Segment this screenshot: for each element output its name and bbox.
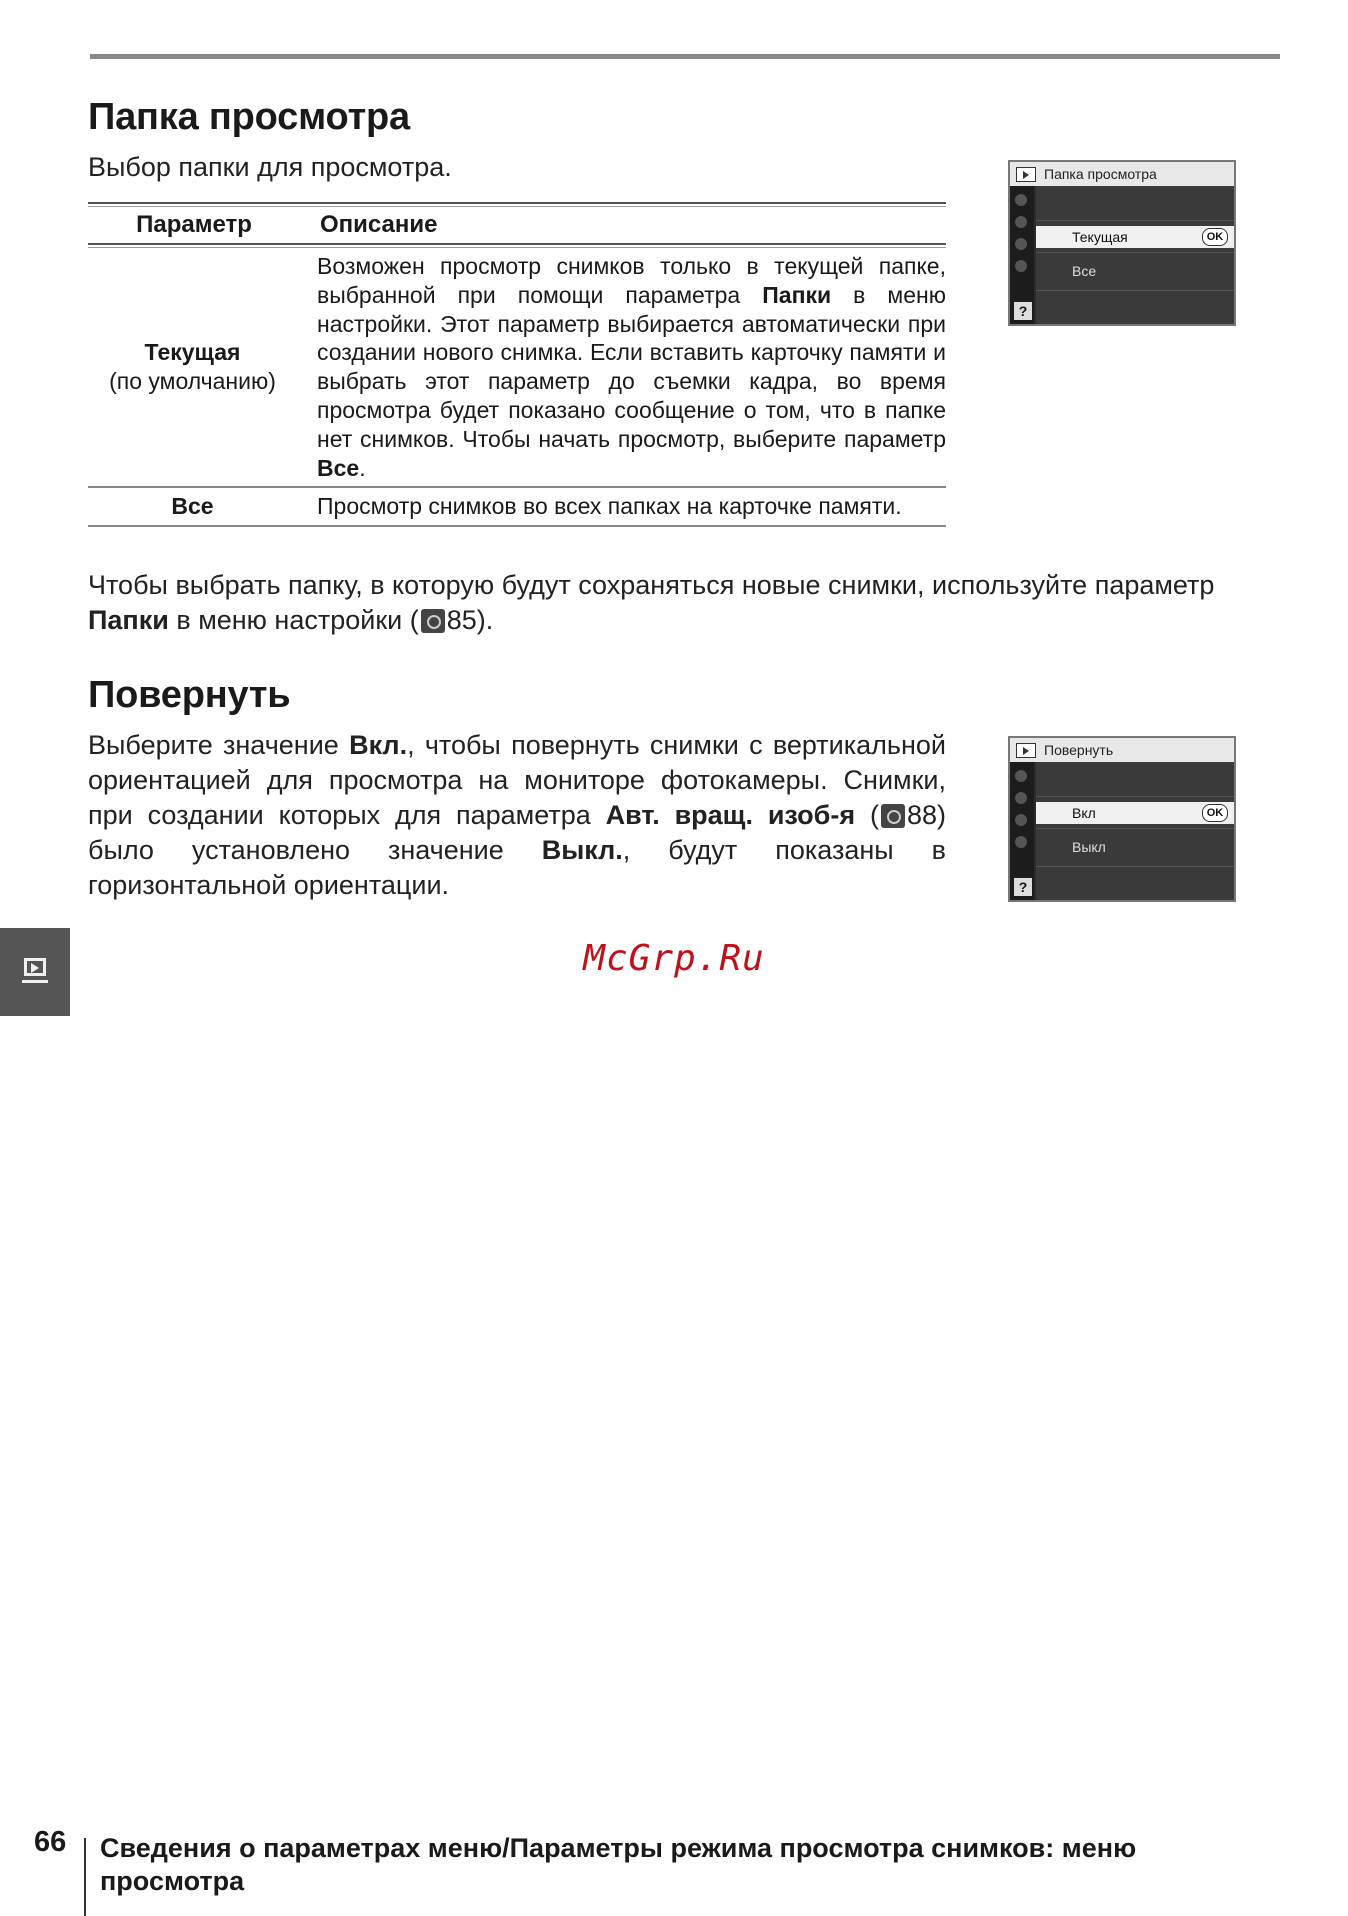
folder-note xyxy=(88,568,1280,638)
section-title-rotate: Повернуть xyxy=(88,674,291,716)
row-description: Просмотр снимков во всех папках на карточке памяти. xyxy=(317,493,902,520)
para-text: ( xyxy=(855,800,879,830)
divider xyxy=(1036,828,1234,829)
menu-option-on[interactable] xyxy=(1036,802,1234,824)
table-header xyxy=(88,207,946,243)
table-row xyxy=(88,248,946,486)
note-text: ). xyxy=(476,605,494,635)
option-label: Текущая xyxy=(1072,229,1128,245)
ok-badge: OK xyxy=(1202,228,1228,246)
menu-panel xyxy=(1036,186,1234,324)
desc-bold: Папки xyxy=(762,281,832,308)
top-rule xyxy=(90,54,1280,59)
desc-text: . xyxy=(359,454,366,481)
footer-divider xyxy=(84,1838,86,1916)
menu-tab-icon xyxy=(1015,194,1027,206)
screen-title: Повернуть xyxy=(1010,738,1234,762)
menu-option-off[interactable] xyxy=(1036,836,1234,858)
param-name: Все xyxy=(171,493,214,520)
menu-tab-icon xyxy=(1015,238,1027,250)
desc-text: в меню настройки. Этот параметр выбирается автоматически при создании нового снимка. Если вставить карточку памяти и выбрать этот параметр до съемки кадра, во время просмотра будет показано сообщение о том, что в папке нет снимков. Чтобы начать просмотр, выберите параметр xyxy=(317,281,946,452)
rotate-description xyxy=(88,728,946,903)
note-text: Чтобы выбрать папку, в которую будут сохраняться новые снимки, используйте параметр xyxy=(88,570,1215,600)
options-table xyxy=(88,202,946,527)
menu-tab-icon xyxy=(1015,770,1027,782)
menu-sidebar xyxy=(1010,186,1034,324)
menu-tab-icon xyxy=(1015,836,1027,848)
note-bold: Папки xyxy=(88,605,169,635)
ok-badge: OK xyxy=(1202,804,1228,822)
row-description xyxy=(297,248,946,486)
menu-sidebar xyxy=(1010,762,1034,900)
divider xyxy=(1036,866,1234,867)
footer-chapter-title: Сведения о параметрах меню/Параметры режима просмотра снимков: меню просмотра xyxy=(100,1833,1137,1896)
option-label: Все xyxy=(1072,263,1097,279)
row-param-cell xyxy=(88,248,297,486)
reference-icon xyxy=(421,609,445,633)
watermark: McGrp.Ru xyxy=(583,938,765,979)
section-intro: Выбор папки для просмотра. xyxy=(88,152,452,182)
section-title-playback-folder: Папка просмотра xyxy=(88,96,410,138)
param-name: Текущая xyxy=(144,339,241,366)
option-label: Выкл xyxy=(1072,839,1106,855)
para-bold: Выкл. xyxy=(541,835,623,865)
menu-tab-icon xyxy=(1015,260,1027,272)
page-number: 66 xyxy=(34,1826,67,1858)
row-separator xyxy=(88,525,946,527)
para-text: , чтобы повернуть снимки с вертикальной ориентацией для просмотра на мониторе фотокамеры. Снимки, при создании которых для параметра xyxy=(88,730,947,830)
page-ref: 88 xyxy=(906,800,937,830)
desc-bold: Все xyxy=(317,454,360,481)
header-description: Описание xyxy=(320,211,438,238)
divider xyxy=(1036,796,1234,797)
camera-screen-playback-folder xyxy=(1008,160,1236,326)
desc-text: Возможен просмотр снимков только в текущей папке, выбранной при помощи параметра xyxy=(317,253,946,308)
reference-icon xyxy=(881,804,905,828)
note-text: в меню настройки ( xyxy=(168,605,419,635)
menu-panel xyxy=(1036,762,1234,900)
page-ref: 85 xyxy=(446,605,477,635)
screen-title: Папка просмотра xyxy=(1010,162,1234,186)
menu-tab-icon xyxy=(1015,216,1027,228)
help-icon: ? xyxy=(1014,878,1032,896)
divider xyxy=(1036,290,1234,291)
camera-screen-rotate xyxy=(1008,736,1236,902)
para-text: , будут показаны в горизонтальной ориентации. xyxy=(88,835,946,900)
para-bold: Авт. вращ. изоб-я xyxy=(605,800,856,830)
menu-tab-icon xyxy=(1015,792,1027,804)
row-param-cell xyxy=(88,488,297,525)
table-row xyxy=(88,488,946,525)
para-text: ) было установлено значение xyxy=(88,800,946,865)
menu-option-all[interactable] xyxy=(1036,260,1234,282)
param-default-note: (по умолчанию) xyxy=(109,368,276,395)
help-icon: ? xyxy=(1014,302,1032,320)
playback-icon xyxy=(1016,167,1036,182)
para-bold: Вкл. xyxy=(349,730,408,760)
divider xyxy=(1036,220,1234,221)
menu-tab-icon xyxy=(1015,814,1027,826)
para-text: Выберите значение xyxy=(88,730,350,760)
playback-icon xyxy=(1016,743,1036,758)
option-label: Вкл xyxy=(1072,805,1096,821)
header-parameter: Параметр xyxy=(136,211,252,238)
menu-option-current[interactable] xyxy=(1036,226,1234,248)
divider xyxy=(1036,252,1234,253)
playback-icon-base xyxy=(22,980,48,983)
